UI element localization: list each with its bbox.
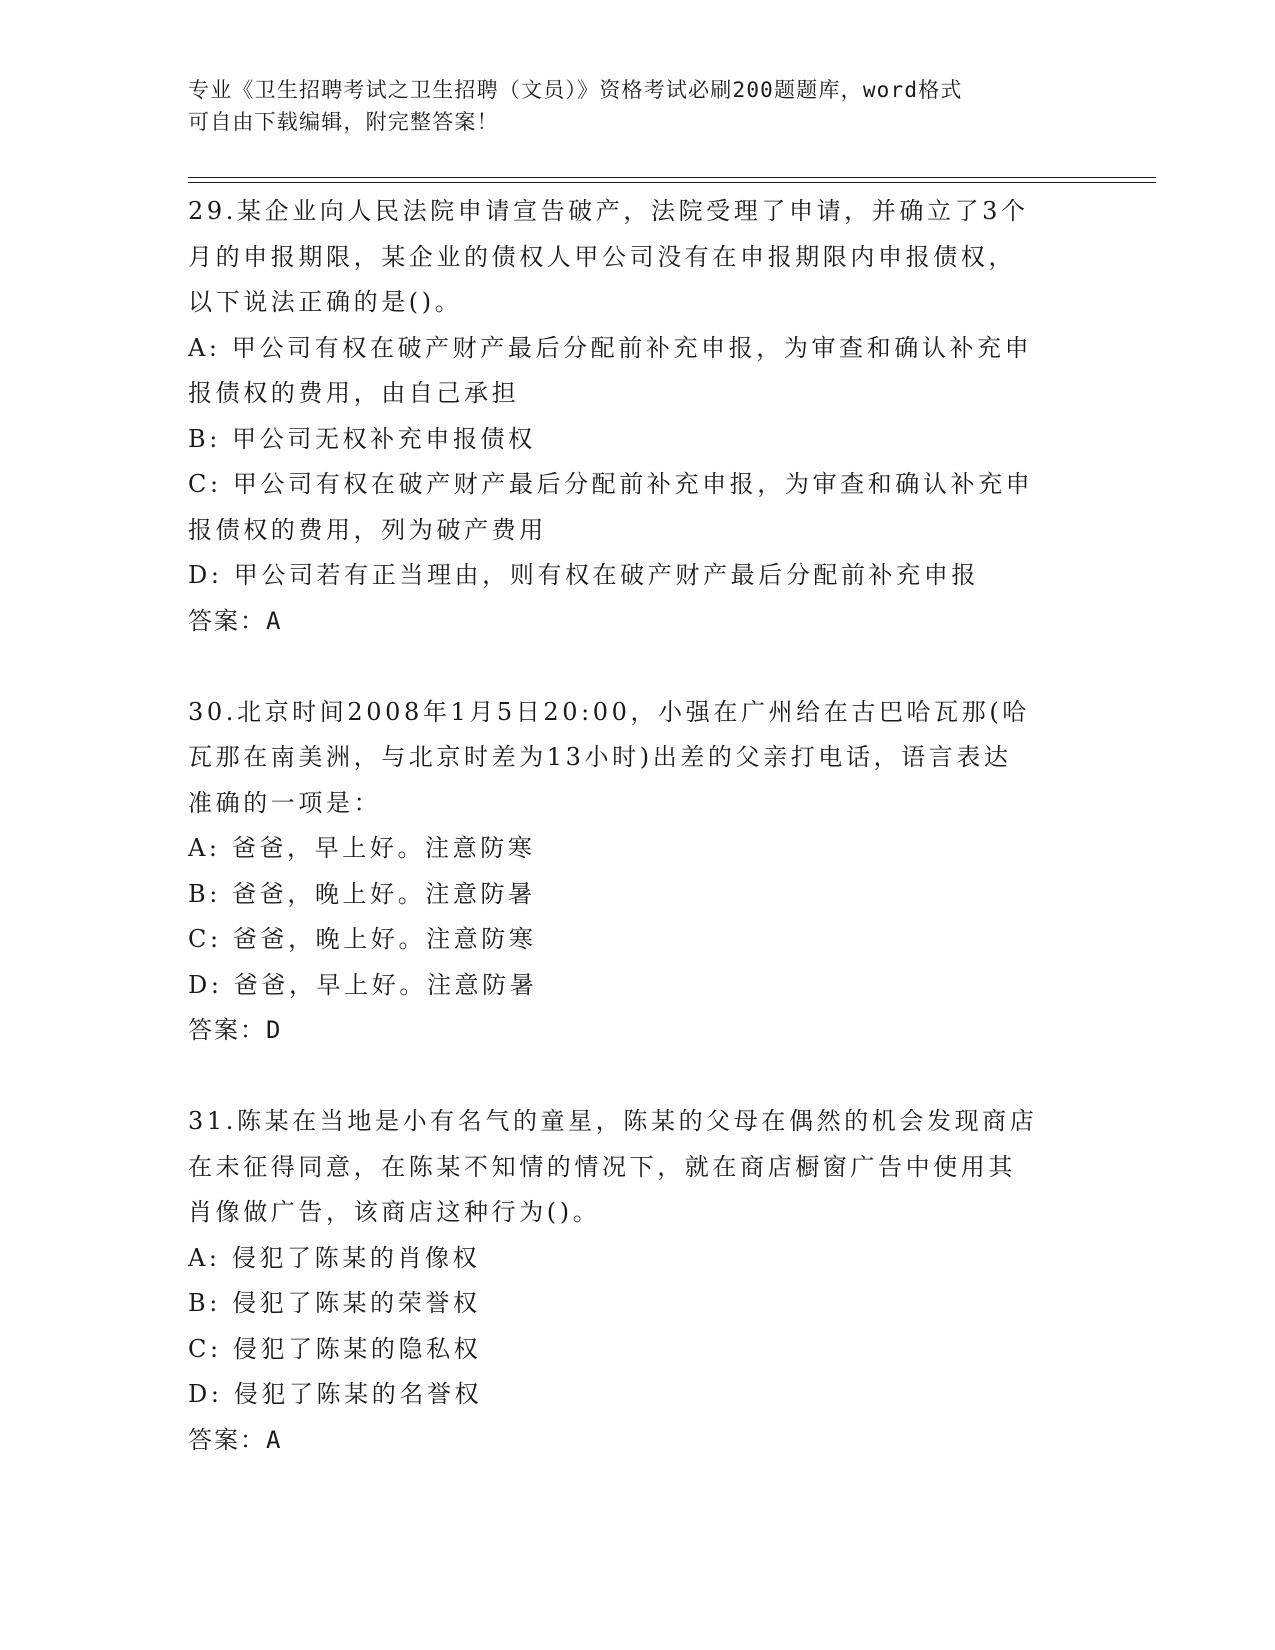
option-b: B: 爸爸，晚上好。注意防暑 <box>188 879 536 908</box>
question-stem-line: 30.北京时间2008年1月5日20:00，小强在广州给在古巴哈瓦那(哈 <box>188 697 1030 726</box>
answer-label: 答案： <box>188 1425 266 1454</box>
option-c: C: 爸爸，晚上好。注意防寒 <box>188 925 537 953</box>
question-stem-line: 29.某企业向人民法院申请宣告破产，法院受理了申请，并确立了3个 <box>188 197 1029 225</box>
option-a: A: 甲公司有权在破产财产最后分配前补充申报，为审查和确认补充申 <box>188 333 1033 362</box>
option-c-continued: 报债权的费用，列为破产费用 <box>188 515 547 544</box>
answer-value: A <box>266 606 283 635</box>
option-c: C: 侵犯了陈某的隐私权 <box>188 1334 482 1363</box>
question-stem-line: 肖像做广告，该商店这种行为()。 <box>188 1198 601 1226</box>
question-stem-line: 以下说法正确的是()。 <box>188 288 463 316</box>
question-stem-line: 31.陈某在当地是小有名气的童星，陈某的父母在偶然的机会发现商店 <box>188 1107 1038 1135</box>
option-b: B: 甲公司无权补充申报债权 <box>188 424 536 453</box>
question-spacer <box>188 644 1088 690</box>
header-line-2: 可自由下载编辑，附完整答案！ <box>188 110 499 134</box>
question-stem-line: 月的申报期限，某企业的债权人甲公司没有在申报期限内申报债权， <box>188 242 1016 271</box>
question-stem-line: 准确的一项是： <box>188 788 382 817</box>
option-c: C: 甲公司有权在破产财产最后分配前补充申报，为审查和确认补充申 <box>188 470 1034 498</box>
header-line-1: 专业《卫生招聘考试之卫生招聘（文员）》资格考试必刷200题题库，word格式 <box>188 78 963 102</box>
header-divider-top <box>188 177 1156 178</box>
answer-line <box>188 599 1088 645</box>
option-d: D: 甲公司若有正当理由，则有权在破产财产最后分配前补充申报 <box>188 561 979 589</box>
answer-value: D <box>266 1016 283 1044</box>
answer-value: A <box>266 1425 283 1454</box>
question-31 <box>188 1099 1088 1463</box>
question-stem-line: 在未征得同意，在陈某不知情的情况下，就在商店橱窗广告中使用其 <box>188 1152 1016 1181</box>
option-a-continued: 报债权的费用，由自己承担 <box>188 379 520 407</box>
option-d: D: 侵犯了陈某的名誉权 <box>188 1380 483 1408</box>
answer-label: 答案： <box>188 1016 266 1044</box>
header-divider-bottom <box>188 182 1156 183</box>
answer-line <box>188 1008 1088 1054</box>
answer-label: 答案： <box>188 606 266 635</box>
question-30 <box>188 690 1088 1054</box>
option-a: A: 爸爸，早上好。注意防寒 <box>188 834 536 862</box>
question-spacer <box>188 1054 1088 1100</box>
question-29 <box>188 189 1088 644</box>
answer-line <box>188 1418 1088 1464</box>
question-list <box>188 189 1088 1463</box>
option-d: D: 爸爸，早上好。注意防暑 <box>188 970 538 999</box>
option-b: B: 侵犯了陈某的荣誉权 <box>188 1289 481 1317</box>
option-a: A: 侵犯了陈某的肖像权 <box>188 1243 481 1272</box>
page-header <box>188 74 1068 138</box>
question-stem-line: 瓦那在南美洲，与北京时差为13小时)出差的父亲打电话，语言表达 <box>188 743 1012 771</box>
